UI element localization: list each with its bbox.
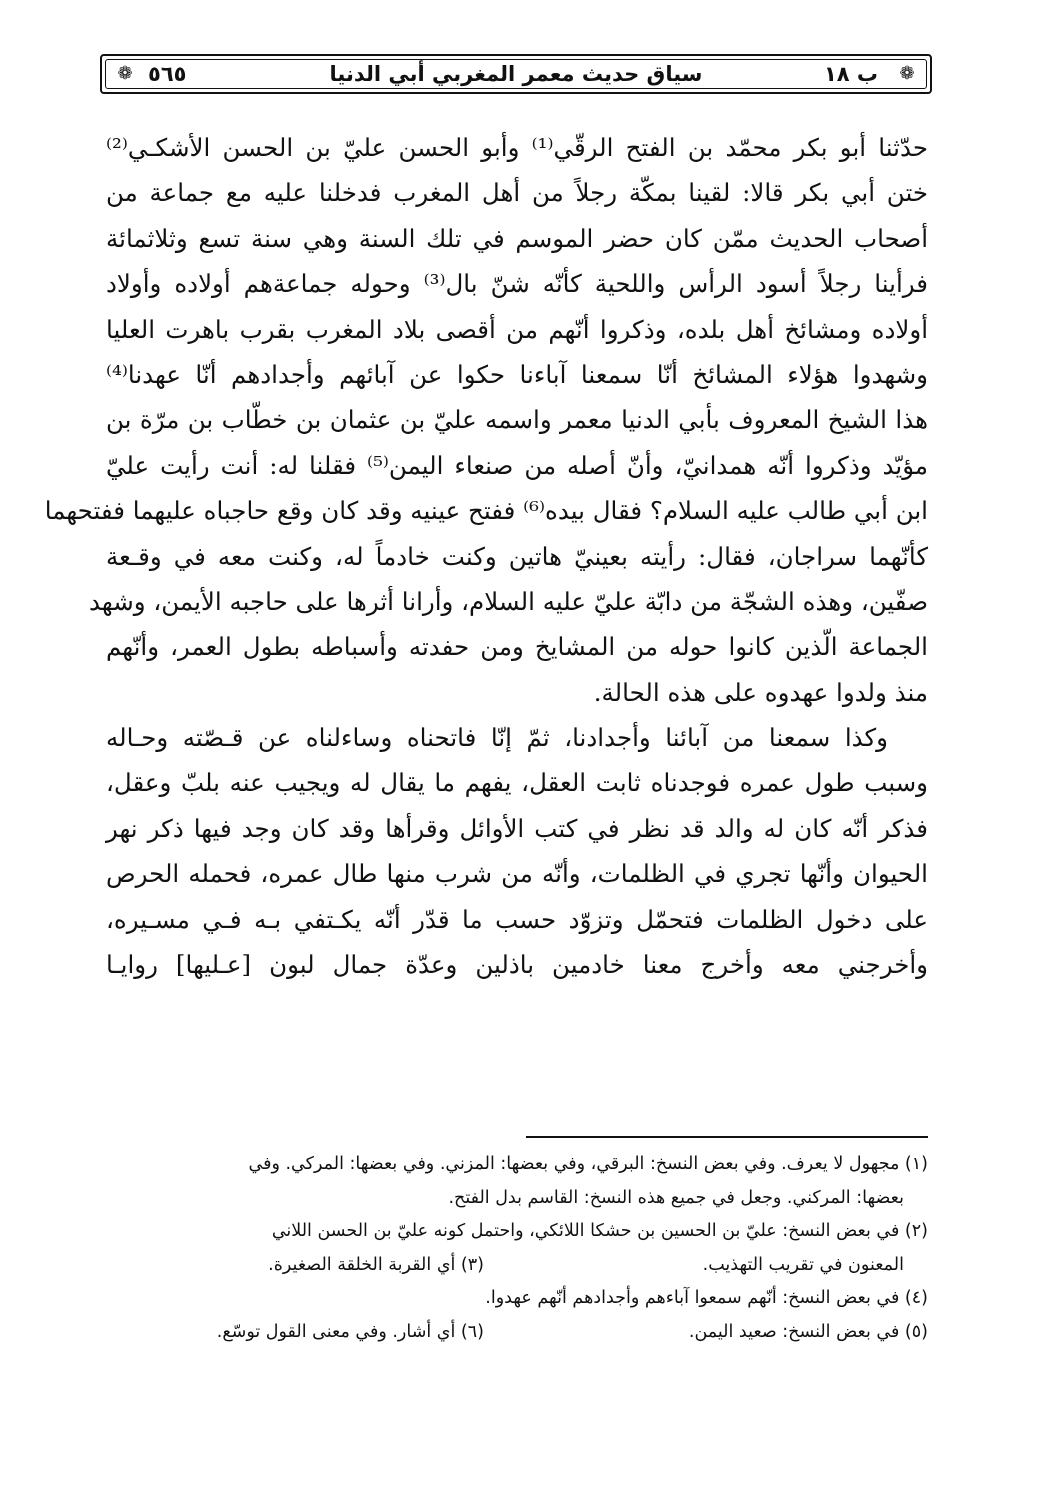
- text-line: أولاده ومشائخ أهل بلده، وذكروا أنّهم من أقصى بلاد المغرب بقرب باهرت العليا: [106, 314, 928, 344]
- footnote-row: [106, 1249, 928, 1283]
- text-line: أصحاب الحديث ممّن كان حضر الموسم في تلك السنة وهي سنة تسع وثلاثمائة: [106, 223, 928, 253]
- footnote-6: (٦) أي أشار. وفي معنى القول توسّع.: [216, 1321, 484, 1342]
- footnote-2: (٢) في بعض النسخ: عليّ بن الحسين بن حشكا اللائكي، واحتمل كونه عليّ بن الحسن اللاني: [271, 1221, 928, 1242]
- footnote-2-continued: المعنون في تقريب التهذيب.: [702, 1254, 904, 1275]
- ornament-right-icon: ❁: [899, 63, 915, 84]
- footnote-5: (٥) في بعض النسخ: صعيد اليمن.: [688, 1321, 928, 1342]
- chapter-title: سياق حديث معمر المغربي أبي الدنيا: [329, 62, 703, 86]
- text-line: حدّثنا أبو بكر محمّد بن الفتح الرقّي⁽¹⁾ وأبو الحسن عليّ بن الحسن الأشكـي⁽²⁾: [106, 133, 928, 162]
- ornament-left-icon: ❁: [117, 63, 133, 84]
- footnote-1-continued: بعضها: المركني. وجعل في جميع هذه النسخ: القاسم بدل الفتح.: [448, 1187, 904, 1208]
- text-line: منذ ولدوا عهدوه على هذه الحالة.: [593, 677, 928, 707]
- text-line: هذا الشيخ المعروف بأبي الدنيا معمر واسمه عليّ بن عثمان بن خطّاب بن مرّة بن: [106, 405, 928, 435]
- text-line: وشهدوا هؤلاء المشائخ أنّا سمعنا آباءنا حكوا عن آبائهم وأجدادهم أنّا عهدنا⁽⁴⁾: [106, 359, 928, 389]
- footnote-row: [106, 1316, 928, 1350]
- footnote-3: (٣) أي القربة الخلقة الصغيرة.: [268, 1254, 484, 1275]
- page-number: ٥٦٥: [148, 62, 187, 86]
- footnote-1: (١) مجهول لا يعرف. وفي بعض النسخ: البرقي، وفي بعضها: المزني. وفي بعضها: المركي. وفي: [248, 1154, 928, 1174]
- footnotes: [106, 1148, 928, 1350]
- text-line: وأخرجني معه وأخرج معنا خادمين باذلين وعدّة جمال لبون [عـليها] روايـا: [106, 950, 928, 980]
- section-label: ب ١٨: [823, 62, 878, 86]
- text-line: وكذا سمعنا من آبائنا وأجدادنا، ثمّ إنّا فاتحناه وساءلناه عن قـصّته وحـاله: [106, 723, 888, 753]
- footnote-4: (٤) في بعض النسخ: أنّهم سمعوا آباءهم وأجدادهم أنّهم عهدوا.: [485, 1288, 928, 1309]
- text-line: فرأينا رجلاً أسود الرأس واللحية كأنّه شنّ بال⁽³⁾ وحوله جماعةهم أولاده وأولاد: [106, 269, 928, 299]
- text-line: وسبب طول عمره فوجدناه ثابت العقل، يفهم ما يقال له ويجيب عنه بلبّ وعقل،: [106, 768, 928, 798]
- main-text: [44, 125, 928, 987]
- text-line: ختن أبي بكر قالا: لقينا بمكّة رجلاً من أهل المغرب فدخلنا عليه مع جماعة من: [106, 178, 928, 208]
- text-line: مؤيّد وذكروا أنّه همدانيّ، وأنّ أصله من صنعاء اليمن⁽⁵⁾ فقلنا له: أنت رأيت عليّ: [106, 450, 928, 480]
- text-line: الحيوان وأنّها تجري في الظلمات، وأنّه من شرب منها طال عمره، فحمله الحرص: [106, 859, 928, 889]
- text-line: فذكر أنّه كان له والد قد نظر في كتب الأوائل وقرأها وقد كان وجد فيها ذكر نهر: [106, 813, 928, 843]
- text-line: الجماعة الّذين كانوا حوله من المشايخ ومن حفدته وأسباطه بطول العمر، وأنّهم: [106, 632, 928, 662]
- footnote-divider: [526, 1136, 928, 1138]
- text-line: على دخول الظلمات فتحمّل وتزوّد حسب ما قدّر أنّه يكـتفي بـه فـي مسـيره،: [106, 904, 928, 934]
- running-header: [100, 54, 932, 94]
- text-line: كأنّهما سراجان، فقال: رأيته بعينيّ هاتين وكنت خادماً له، وكنت معه في وقـعة: [106, 541, 928, 571]
- text-line: صفّين، وهذه الشجّة من دابّة عليّ عليه السلام، وأرانا أثرها على حاجبه الأيمن، وشهد: [89, 586, 928, 616]
- text-line: ابن أبي طالب عليه السلام؟ فقال بيده⁽⁶⁾ ففتح عينيه وقد كان وقع حاجباه عليهما ففتحهما: [44, 496, 928, 526]
